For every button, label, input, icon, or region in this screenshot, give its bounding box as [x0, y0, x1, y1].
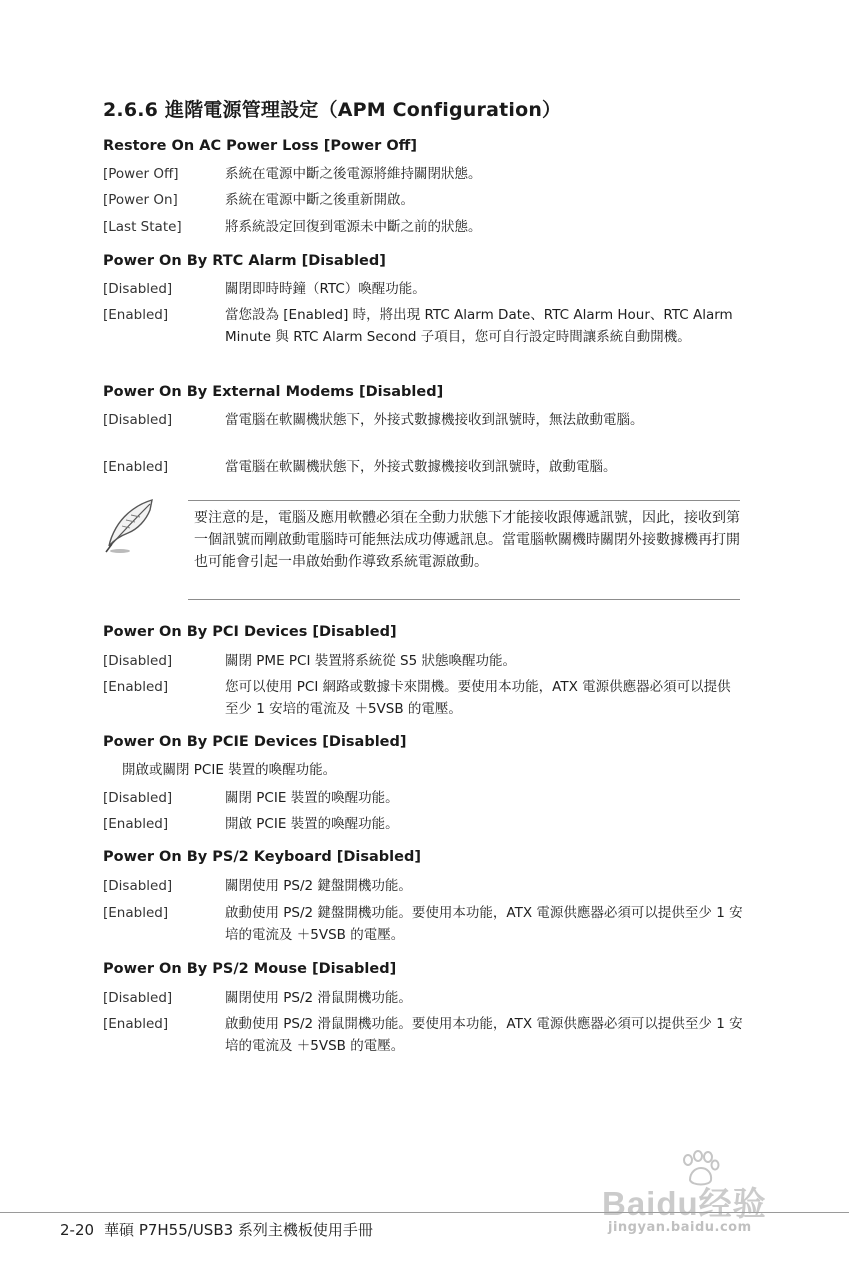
option-description: 當您設為 [Enabled] 時，將出現 RTC Alarm Date、RTC Alarm Hour、RTC Alarm Minute 與 RTC Alarm Second 子項目，您可自行設定時間讓系統自動開機。 — [225, 307, 733, 345]
option-description: 啟動使用 PS/2 滑鼠開機功能。要使用本功能，ATX 電源供應器必須可以提供至少 1 安培的電流及 ＋5VSB 的電壓。 — [225, 1016, 743, 1054]
option-description: 關閉 PME PCI 裝置將系統從 S5 狀態喚醒功能。 — [225, 653, 516, 669]
option-row — [103, 650, 743, 672]
option-row — [103, 1013, 743, 1057]
option-row — [103, 456, 743, 478]
option-description: 當電腦在軟關機狀態下，外接式數據機接收到訊號時，無法啟動電腦。 — [225, 412, 644, 428]
option-row — [103, 409, 743, 431]
note-text: 要注意的是，電腦及應用軟體必須在全動力狀態下才能接收跟傳遞訊號，因此，接收到第一個訊號而剛啟動電腦時可能無法成功傳遞訊息。當電腦軟關機時關閉外接數據機再打開也可能會引起一串啟始動作導致系統電源啟動。 — [194, 510, 740, 570]
setting-heading-rtc-alarm: Power On By RTC Alarm [Disabled] — [103, 253, 386, 269]
section-title: 2.6.6 進階電源管理設定（APM Configuration） — [103, 99, 562, 121]
option-label: [Disabled] — [103, 281, 173, 297]
option-row — [103, 902, 743, 946]
page-footer — [60, 1219, 373, 1240]
setting-heading-restore-ac-power-loss: Restore On AC Power Loss [Power Off] — [103, 138, 418, 154]
option-description: 當電腦在軟關機狀態下，外接式數據機接收到訊號時，啟動電腦。 — [225, 459, 617, 475]
setting-heading-pci-devices: Power On By PCI Devices [Disabled] — [103, 624, 397, 640]
setting-heading-ps2-mouse: Power On By PS/2 Mouse [Disabled] — [103, 961, 397, 977]
setting-heading-pcie-devices: Power On By PCIE Devices [Disabled] — [103, 734, 407, 750]
option-row — [103, 676, 743, 720]
watermark-brand: Baidu经验 — [602, 1185, 767, 1222]
option-label: [Disabled] — [103, 990, 173, 1006]
option-row — [103, 787, 743, 809]
quill-pen-icon — [102, 496, 158, 554]
option-description: 關閉 PCIE 裝置的喚醒功能。 — [225, 790, 399, 806]
option-row — [103, 875, 743, 897]
option-row — [103, 987, 743, 1009]
setting-heading-external-modems: Power On By External Modems [Disabled] — [103, 384, 444, 400]
option-row — [103, 163, 743, 185]
option-label: [Disabled] — [103, 790, 173, 806]
option-label: [Power On] — [103, 192, 178, 208]
setting-heading-ps2-keyboard: Power On By PS/2 Keyboard [Disabled] — [103, 849, 421, 865]
option-row — [103, 813, 743, 835]
option-row — [103, 278, 743, 300]
option-row — [103, 216, 743, 238]
option-description: 您可以使用 PCI 網路或數據卡來開機。要使用本功能，ATX 電源供應器必須可以提供至少 1 安培的電流及 ＋5VSB 的電壓。 — [225, 679, 731, 717]
setting-intro: 開啟或關閉 PCIE 裝置的喚醒功能。 — [122, 762, 337, 778]
option-description: 系統在電源中斷之後重新開啟。 — [225, 192, 414, 208]
option-label: [Disabled] — [103, 412, 173, 428]
option-label: [Enabled] — [103, 459, 169, 475]
option-label: [Disabled] — [103, 878, 173, 894]
option-description: 關閉使用 PS/2 鍵盤開機功能。 — [225, 878, 412, 894]
option-label: [Enabled] — [103, 307, 169, 323]
note-box — [188, 500, 740, 600]
option-row — [103, 189, 743, 211]
option-label: [Disabled] — [103, 653, 173, 669]
option-description: 開啟 PCIE 裝置的喚醒功能。 — [225, 816, 399, 832]
option-row — [103, 304, 743, 348]
watermark-site: jingyan.baidu.com — [608, 1220, 752, 1235]
option-description: 關閉使用 PS/2 滑鼠開機功能。 — [225, 990, 412, 1006]
page-number: 2-20 — [60, 1221, 95, 1239]
option-label: [Power Off] — [103, 166, 179, 182]
baidu-watermark — [598, 1150, 798, 1250]
option-description: 關閉即時時鐘（RTC）喚醒功能。 — [225, 281, 426, 297]
manual-title: 華碩 P7H55/USB3 系列主機板使用手冊 — [104, 1221, 373, 1239]
option-label: [Last State] — [103, 219, 182, 235]
option-label: [Enabled] — [103, 905, 169, 921]
option-label: [Enabled] — [103, 1016, 169, 1032]
option-label: [Enabled] — [103, 679, 169, 695]
option-description: 啟動使用 PS/2 鍵盤開機功能。要使用本功能，ATX 電源供應器必須可以提供至少 1 安培的電流及 ＋5VSB 的電壓。 — [225, 905, 743, 943]
option-label: [Enabled] — [103, 816, 169, 832]
option-description: 將系統設定回復到電源未中斷之前的狀態。 — [225, 219, 482, 235]
option-description: 系統在電源中斷之後電源將維持關閉狀態。 — [225, 166, 482, 182]
